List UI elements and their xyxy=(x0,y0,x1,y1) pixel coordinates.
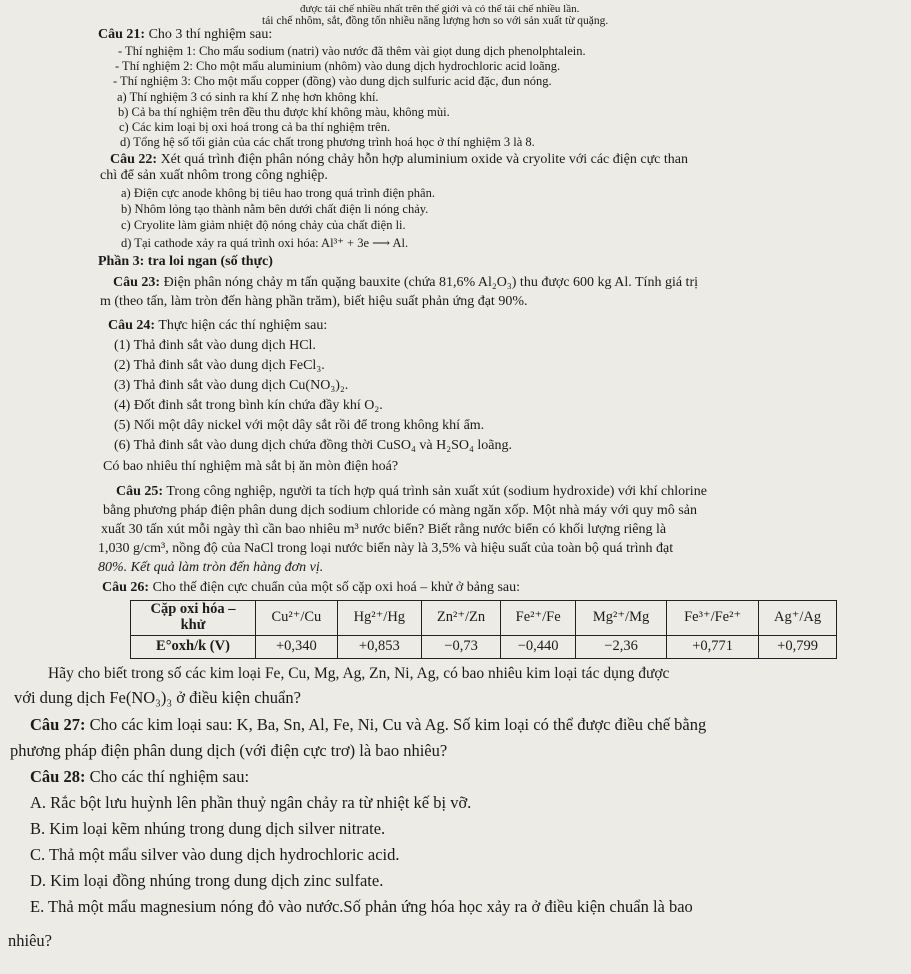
q28-item: C. Thả một mẩu silver vào dung dịch hydrochloric acid. xyxy=(30,845,400,864)
q21-option: a) Thí nghiệm 3 có sinh ra khí Z nhẹ hơn không khí. xyxy=(117,90,379,104)
top-fragment: được tái chế nhiều nhất trên thế giới và có thể tái chế nhiều lần. xyxy=(300,3,580,15)
q25-text: Trong công nghiệp, người ta tích hợp quá trình sản xuất xút (sodium hydroxide) với khí chlorine xyxy=(166,484,707,499)
q24-item: (6) Thả đinh sắt vào dung dịch chứa đồng thời CuSO₄ và H₂SO₄ loãng. xyxy=(114,438,512,453)
table-cell: +0,771 xyxy=(667,635,759,658)
q21-option: d) Tổng hệ số tối giản của các chất trong phương trình hoá học ở thí nghiệm 3 là 8. xyxy=(120,135,535,149)
q23-text: m (theo tấn, làm tròn đến hàng phần trăm), biết hiệu suất phản ứng đạt 90%. xyxy=(100,294,528,309)
table-cell: −0,73 xyxy=(421,635,500,658)
table-cell: +0,340 xyxy=(256,635,338,658)
q26-title: Câu 26: xyxy=(102,580,150,595)
table-header-couple: Cặp oxi hóa – khử xyxy=(131,601,256,636)
q28-item: D. Kim loại đồng nhúng trong dung dịch zinc sulfate. xyxy=(30,871,384,890)
table-cell: Ag⁺/Ag xyxy=(759,601,837,636)
q28-item: A. Rắc bột lưu huỳnh lên phần thuỷ ngân chảy ra từ nhiệt kế bị vỡ. xyxy=(30,793,472,812)
q27-text: phương pháp điện phân dung dịch (với điện cực trơ) là bao nhiêu? xyxy=(10,741,448,760)
q21-title: Câu 21: xyxy=(98,27,146,42)
q22-option: b) Nhôm lỏng tạo thành nằm bên dưới chất điện li nóng chảy. xyxy=(121,202,429,216)
q28-title: Câu 28: xyxy=(30,767,86,786)
q24-item: (1) Thả đinh sắt vào dung dịch HCl. xyxy=(114,338,316,353)
table-cell: Cu²⁺/Cu xyxy=(256,601,338,636)
table-cell: +0,799 xyxy=(759,635,837,658)
q27-text: Cho các kim loại sau: K, Ba, Sn, Al, Fe, Ni, Cu và Ag. Số kim loại có thể được điều chế bằng xyxy=(89,715,707,734)
q21-intro: Cho 3 thí nghiệm sau: xyxy=(148,27,273,42)
q26-after: Hãy cho biết trong số các kim loại Fe, Cu, Mg, Ag, Zn, Ni, Ag, có bao nhiêu kim loại tác dụng được xyxy=(48,665,670,682)
q25-text: xuất 30 tấn xút mỗi ngày thì cần bao nhiêu m³ nước biển? Biết rằng nước biển có khối lượng riêng là xyxy=(101,522,667,537)
table-row xyxy=(131,635,837,658)
q24-item: (2) Thả đinh sắt vào dung dịch FeCl₃. xyxy=(114,358,325,373)
q24-item: (4) Đốt đinh sắt trong bình kín chứa đầy khí O₂. xyxy=(114,398,383,413)
part3-heading: Phần 3: tra loi ngan (số thực) xyxy=(98,254,273,269)
q21-item: - Thí nghiệm 2: Cho một mẩu aluminium (nhôm) vào dung dịch hydrochloric acid loãng. xyxy=(115,59,561,73)
q25-text: 80%. Kết quả làm tròn đến hàng đơn vị. xyxy=(98,560,324,575)
table-cell: Hg²⁺/Hg xyxy=(337,601,421,636)
q26-after: với dung dịch Fe(NO₃)₃ ở điều kiện chuẩn? xyxy=(14,688,301,707)
q25-text: bằng phương pháp điện phân dung dịch sodium chloride có màng ngăn xốp. Một nhà máy với quy mô sản xyxy=(103,503,697,518)
table-cell: −2,36 xyxy=(576,635,667,658)
q23-title: Câu 23: xyxy=(113,275,161,290)
q22-option: a) Điện cực anode không bị tiêu hao trong quá trình điện phân. xyxy=(121,186,435,200)
q23-text: Điện phân nóng chảy m tấn quặng bauxite (chứa 81,6% Al₂O₃) thu được 600 kg Al. Tính giá trị xyxy=(163,275,698,290)
q28-intro: Cho các thí nghiệm sau: xyxy=(89,767,250,786)
table-cell: +0,853 xyxy=(337,635,421,658)
q22-option: c) Cryolite làm giảm nhiệt độ nóng chảy của chất điện li. xyxy=(121,218,406,232)
table-cell: Fe³⁺/Fe²⁺ xyxy=(667,601,759,636)
q21-item: - Thí nghiệm 1: Cho mẩu sodium (natri) vào nước đã thêm vài giọt dung dịch phenolphtalein. xyxy=(118,44,586,58)
table-cell: −0,440 xyxy=(501,635,576,658)
table-cell: Mg²⁺/Mg xyxy=(576,601,667,636)
top-fragment-2: tái chế nhôm, sắt, đồng tốn nhiều năng lượng hơn so với sản xuất từ quặng. xyxy=(262,15,609,27)
table-cell: Fe²⁺/Fe xyxy=(501,601,576,636)
q26-text: Cho thế điện cực chuẩn của một số cặp oxi hoá – khử ở bảng sau: xyxy=(152,580,520,595)
q21-option: c) Các kim loại bị oxi hoá trong cả ba thí nghiệm trên. xyxy=(119,120,391,134)
q28-tail: nhiêu? xyxy=(8,931,52,950)
q24-title: Câu 24: xyxy=(108,318,156,333)
q22-option: d) Tại cathode xảy ra quá trình oxi hóa: Al³⁺ + 3e ⟶ Al. xyxy=(121,236,409,250)
q25-text: 1,030 g/cm³, nồng độ của NaCl trong loại nước biển này là 3,5% và hiệu suất của toàn bộ quá trình đạt xyxy=(98,541,674,556)
q24-intro: Thực hiện các thí nghiệm sau: xyxy=(158,318,328,333)
q27-title: Câu 27: xyxy=(30,715,86,734)
q28-item: E. Thả một mẩu magnesium nóng đỏ vào nước.Số phản ứng hóa học xảy ra ở điều kiện chuẩn là bao xyxy=(30,897,693,916)
q28-item: B. Kim loại kẽm nhúng trong dung dịch silver nitrate. xyxy=(30,819,386,838)
q25-title: Câu 25: xyxy=(116,484,164,499)
q21-option: b) Cả ba thí nghiệm trên đều thu được khí không màu, không mùi. xyxy=(118,105,450,119)
table-header-potential: E°oxh/k (V) xyxy=(131,635,256,658)
table-row xyxy=(131,601,837,636)
q24-item: (3) Thả đinh sắt vào dung dịch Cu(NO₃)₂. xyxy=(114,378,349,393)
q22-text: chì để sản xuất nhôm trong công nghiệp. xyxy=(100,168,328,183)
q24-question: Có bao nhiêu thí nghiệm mà sắt bị ăn mòn điện hoá? xyxy=(103,459,399,474)
q21-item: - Thí nghiệm 3: Cho một mẩu copper (đồng) vào dung dịch sulfuric acid đặc, đun nóng. xyxy=(113,74,552,88)
table-cell: Zn²⁺/Zn xyxy=(421,601,500,636)
q24-item: (5) Nối một dây nickel với một dây sắt rồi để trong không khí ẩm. xyxy=(114,418,485,433)
q22-title: Câu 22: xyxy=(110,152,158,167)
electrode-potential-table xyxy=(130,600,837,659)
q22-text: Xét quá trình điện phân nóng chảy hỗn hợp aluminium oxide và cryolite với các điện cực than xyxy=(160,152,688,167)
